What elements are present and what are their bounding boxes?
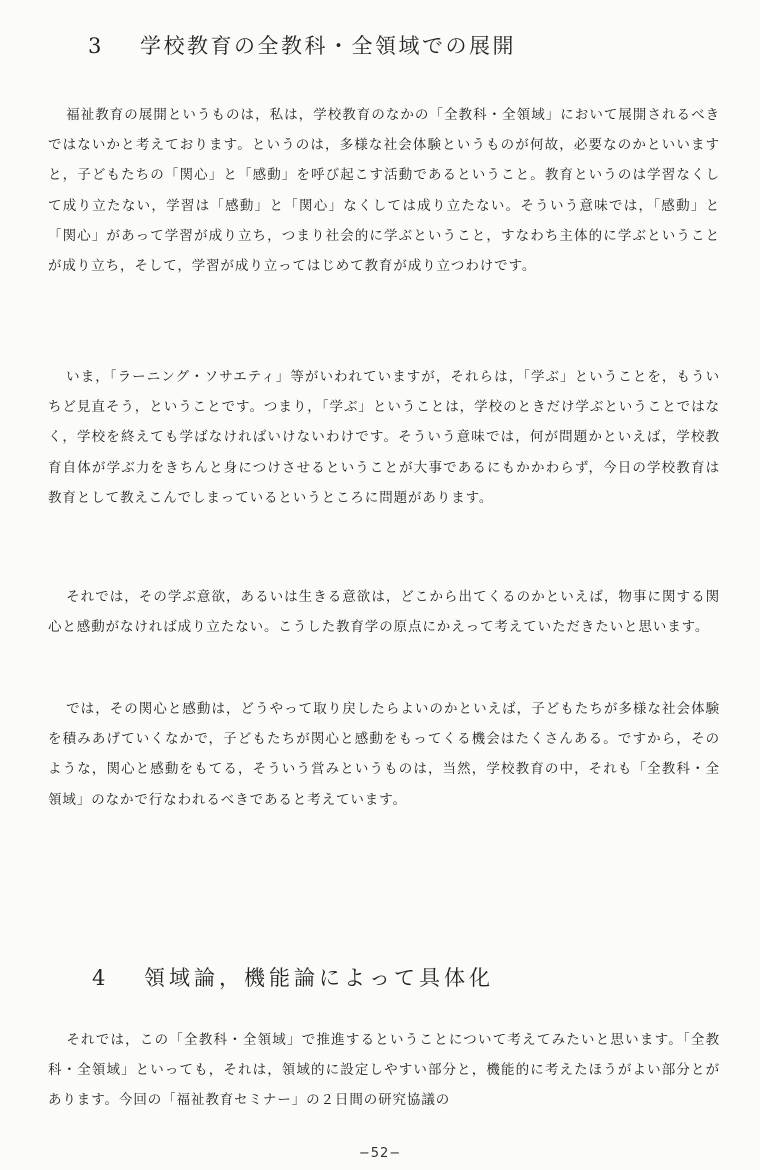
paragraph-text: いま，「ラーニング・ソサエティ」等がいわれていますが，それらは，「学ぶ」ということを，もういちど見直そう，ということです。つまり，「学ぶ」ということは，学校のときだけ学ぶということではなく，学校を終えても学ばなければいけないわけです。そういう意味では，何が問題かといえば，学校教育自体が学ぶ力をきちんと身につけさせるということが大事であるにもかかわらず，今日の学校教育は教育として教えこんでしまっているというところに問題があります。 [48, 369, 720, 506]
page-number: −52− [358, 1146, 402, 1161]
paragraph [48, 100, 720, 281]
section-number: 4 [92, 966, 110, 990]
paragraph [48, 694, 720, 815]
paragraph [48, 1025, 720, 1116]
section-title: 領域論，機能論によって具体化 [144, 966, 494, 990]
paragraph-text: では，その関心と感動は，どうやって取り戻したらよいのかといえば，子どもたちが多様な社会体験を積みあげていくなかで，子どもたちが関心と感動をもってくる機会はたくさんある。ですから，そのような，関心と感動をもてる，そういう営みというものは，当然，学校教育の中，それも「全教科・全領域」のなかで行なわれるべきであると考えています。 [48, 701, 720, 808]
section-number: 3 [88, 34, 104, 58]
paragraph [48, 362, 720, 513]
paragraph [48, 582, 720, 642]
section-title: 学校教育の全教科・全領域での展開 [140, 34, 516, 58]
paragraph-text: それでは，この「全教科・全領域」で推進するということについて考えてみたいと思います。「全教科・全領域」といっても，それは，領域的に設定しやすい部分と，機能的に考えたほうがよい部分とがあります。今回の「福祉教育セミナー」の２日間の研究協議の [48, 1032, 720, 1109]
section-heading-3 [88, 30, 720, 60]
paragraph-text: 福祉教育の展開というものは，私は，学校教育のなかの「全教科・全領域」において展開されるべきではないかと考えております。というのは，多様な社会体験というものが何故，必要なのかといいますと，子どもたちの「関心」と「感動」を呼び起こす活動であるということ。教育というのは学習なくして成り立たない，学習は「感動」と「関心」なくしては成り立たない。そういう意味では，「感動」と「関心」があって学習が成り立ち，つまり社会的に学ぶということ，すなわち主体的に学ぶということが成り立ち，そして，学習が成り立ってはじめて教育が成り立つわけです。 [48, 107, 720, 275]
paragraph-text: それでは，その学ぶ意欲，あるいは生きる意欲は，どこから出てくるのかといえば，物事に関する関心と感動がなければ成り立たない。こうした教育学の原点にかえって考えていただきたいと思います。 [48, 589, 720, 636]
section-heading-4 [92, 962, 720, 992]
